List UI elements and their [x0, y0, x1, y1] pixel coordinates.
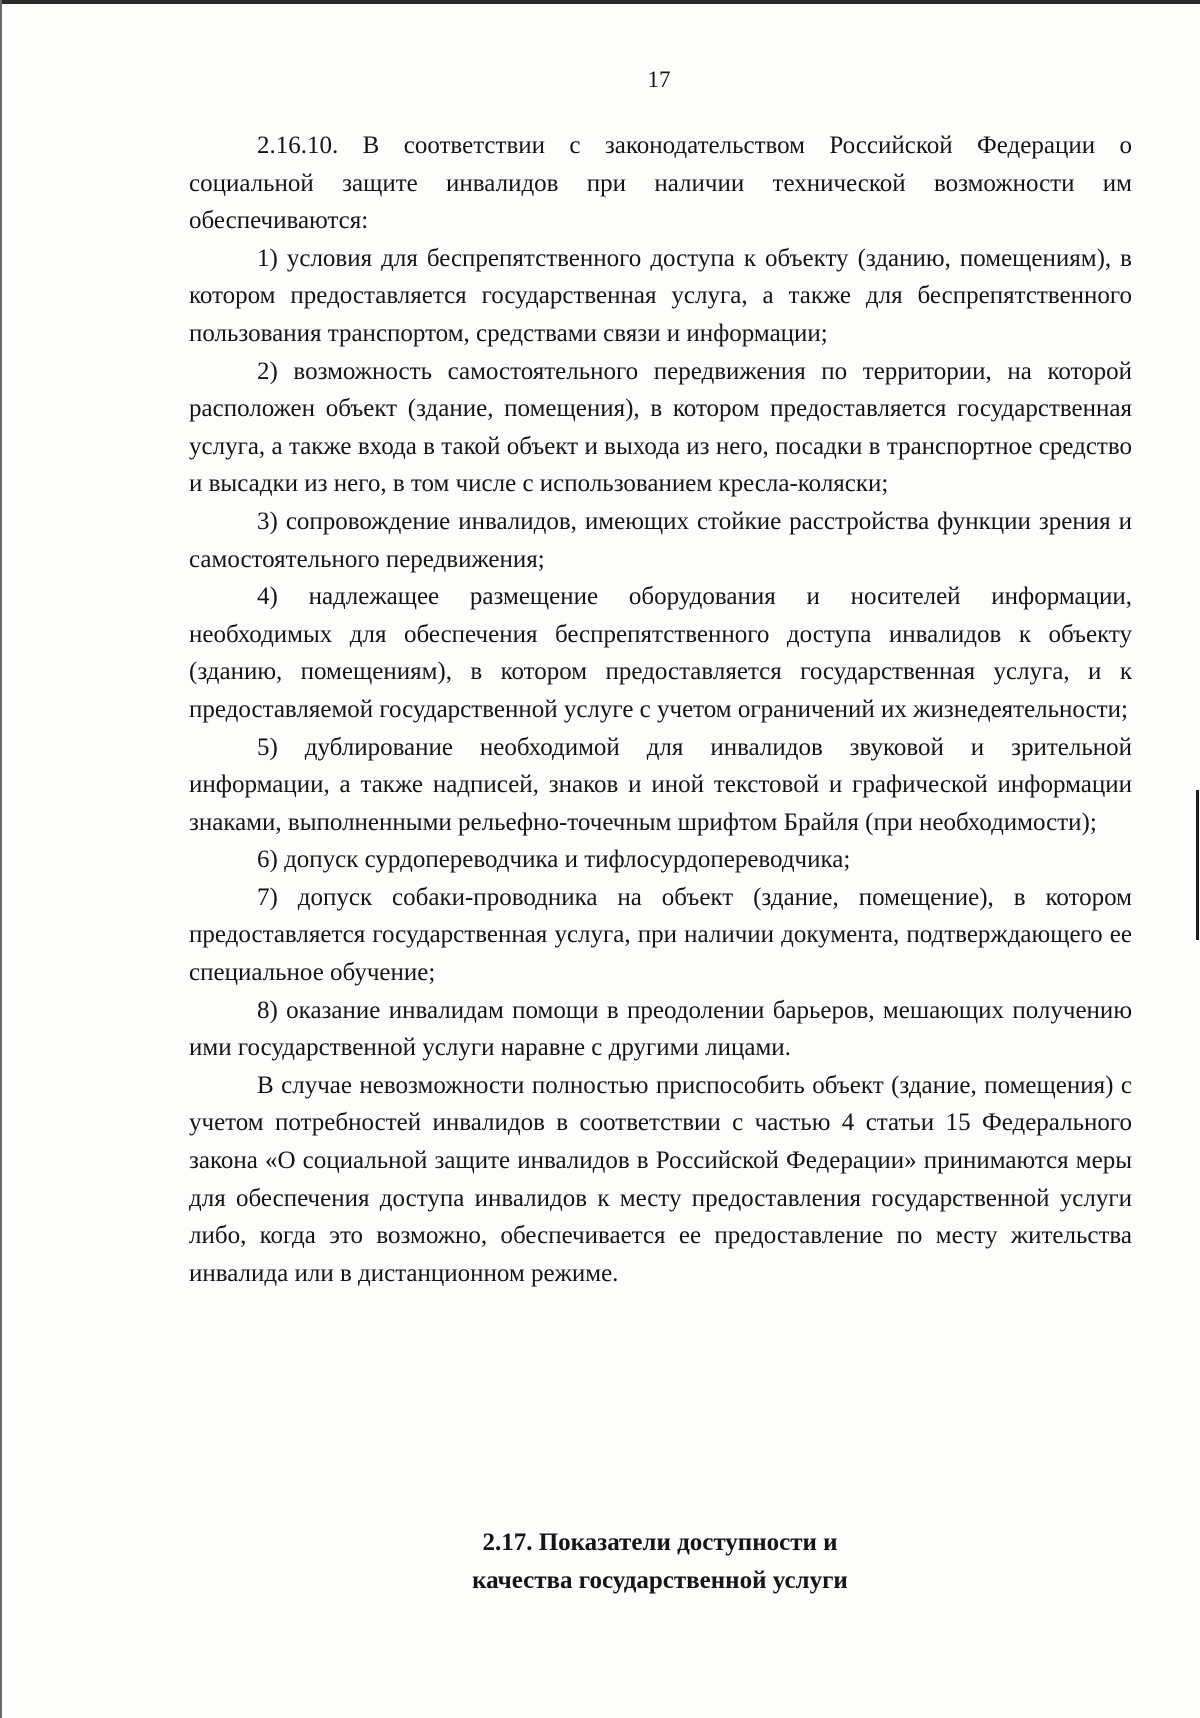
list-item-8: 8) оказание инвалидам помощи в преодолении барьеров, мешающих получению ими государственной услуги наравне с другими лицами.	[189, 996, 1132, 1062]
list-item-4: 4) надлежащее размещение оборудования и носителей информации, необходимых для обеспечения беспрепятственного доступа инвалидов к объекту (зданию, помещениям), в котором предоставляется государственная услуга, и к предоставляемой государственной услуге с учетом ограничений их жизнедеятельности;	[189, 583, 1132, 723]
section-heading-2-17	[400, 1524, 920, 1600]
paragraph-2-16-10: 2.16.10. В соответствии с законодательством Российской Федерации о социальной защите инвалидов при наличии технической возможности им обеспечиваются:	[189, 132, 1132, 235]
paragraph-impossibility-case: В случае невозможности полностью приспособить объект (здание, помещения) с учетом потребностей инвалидов в соответствии с частью 4 статьи 15 Федерального закона «О социальной защите инвалидов в Российской Федерации» принимаются меры для обеспечения доступа инвалидов к месту предоставления государственной услуги либо, когда это возможно, обеспечивается ее предоставление по месту жительства инвалида или в дистанционном режиме.	[189, 1071, 1132, 1287]
list-item-3: 3) сопровождение инвалидов, имеющих стойкие расстройства функции зрения и самостоятельного передвижения;	[189, 507, 1132, 573]
list-item-2: 2) возможность самостоятельного передвижения по территории, на которой расположен объект (здание, помещения), в котором предоставляется государственная услуга, а также входа в такой объект и выхода из него, посадки в транспортное средство и высадки из него, в том числе с использованием кресла-коляски;	[189, 357, 1132, 498]
page-number: 17	[647, 67, 671, 92]
list-item-7: 7) допуск собаки-проводника на объект (здание, помещение), в котором предоставляется государственная услуга, при наличии документа, подтверждающего ее специальное обучение;	[189, 883, 1132, 987]
list-item-6: 6) допуск сурдопереводчика и тифлосурдопереводчика;	[257, 846, 851, 874]
scan-left-edge	[0, 0, 2, 1718]
scan-top-edge	[0, 0, 1200, 4]
list-item-1: 1) условия для беспрепятственного доступа к объекту (зданию, помещениям), в котором предоставляется государственная услуга, а также для беспрепятственного пользования транспортом, средствами связи и информации;	[189, 244, 1132, 347]
document-body	[189, 127, 1132, 1292]
section-heading-line-2: качества государственной услуги	[472, 1567, 848, 1594]
section-heading-line-1: 2.17. Показатели доступности и	[482, 1529, 838, 1556]
scan-right-margin-mark	[1196, 790, 1199, 940]
list-item-5: 5) дублирование необходимой для инвалидов звуковой и зрительной информации, а также надписей, знаков и иной текстовой и графической информации знаками, выполненными рельефно-точечным шрифтом Брайля (при необходимости);	[189, 733, 1132, 836]
